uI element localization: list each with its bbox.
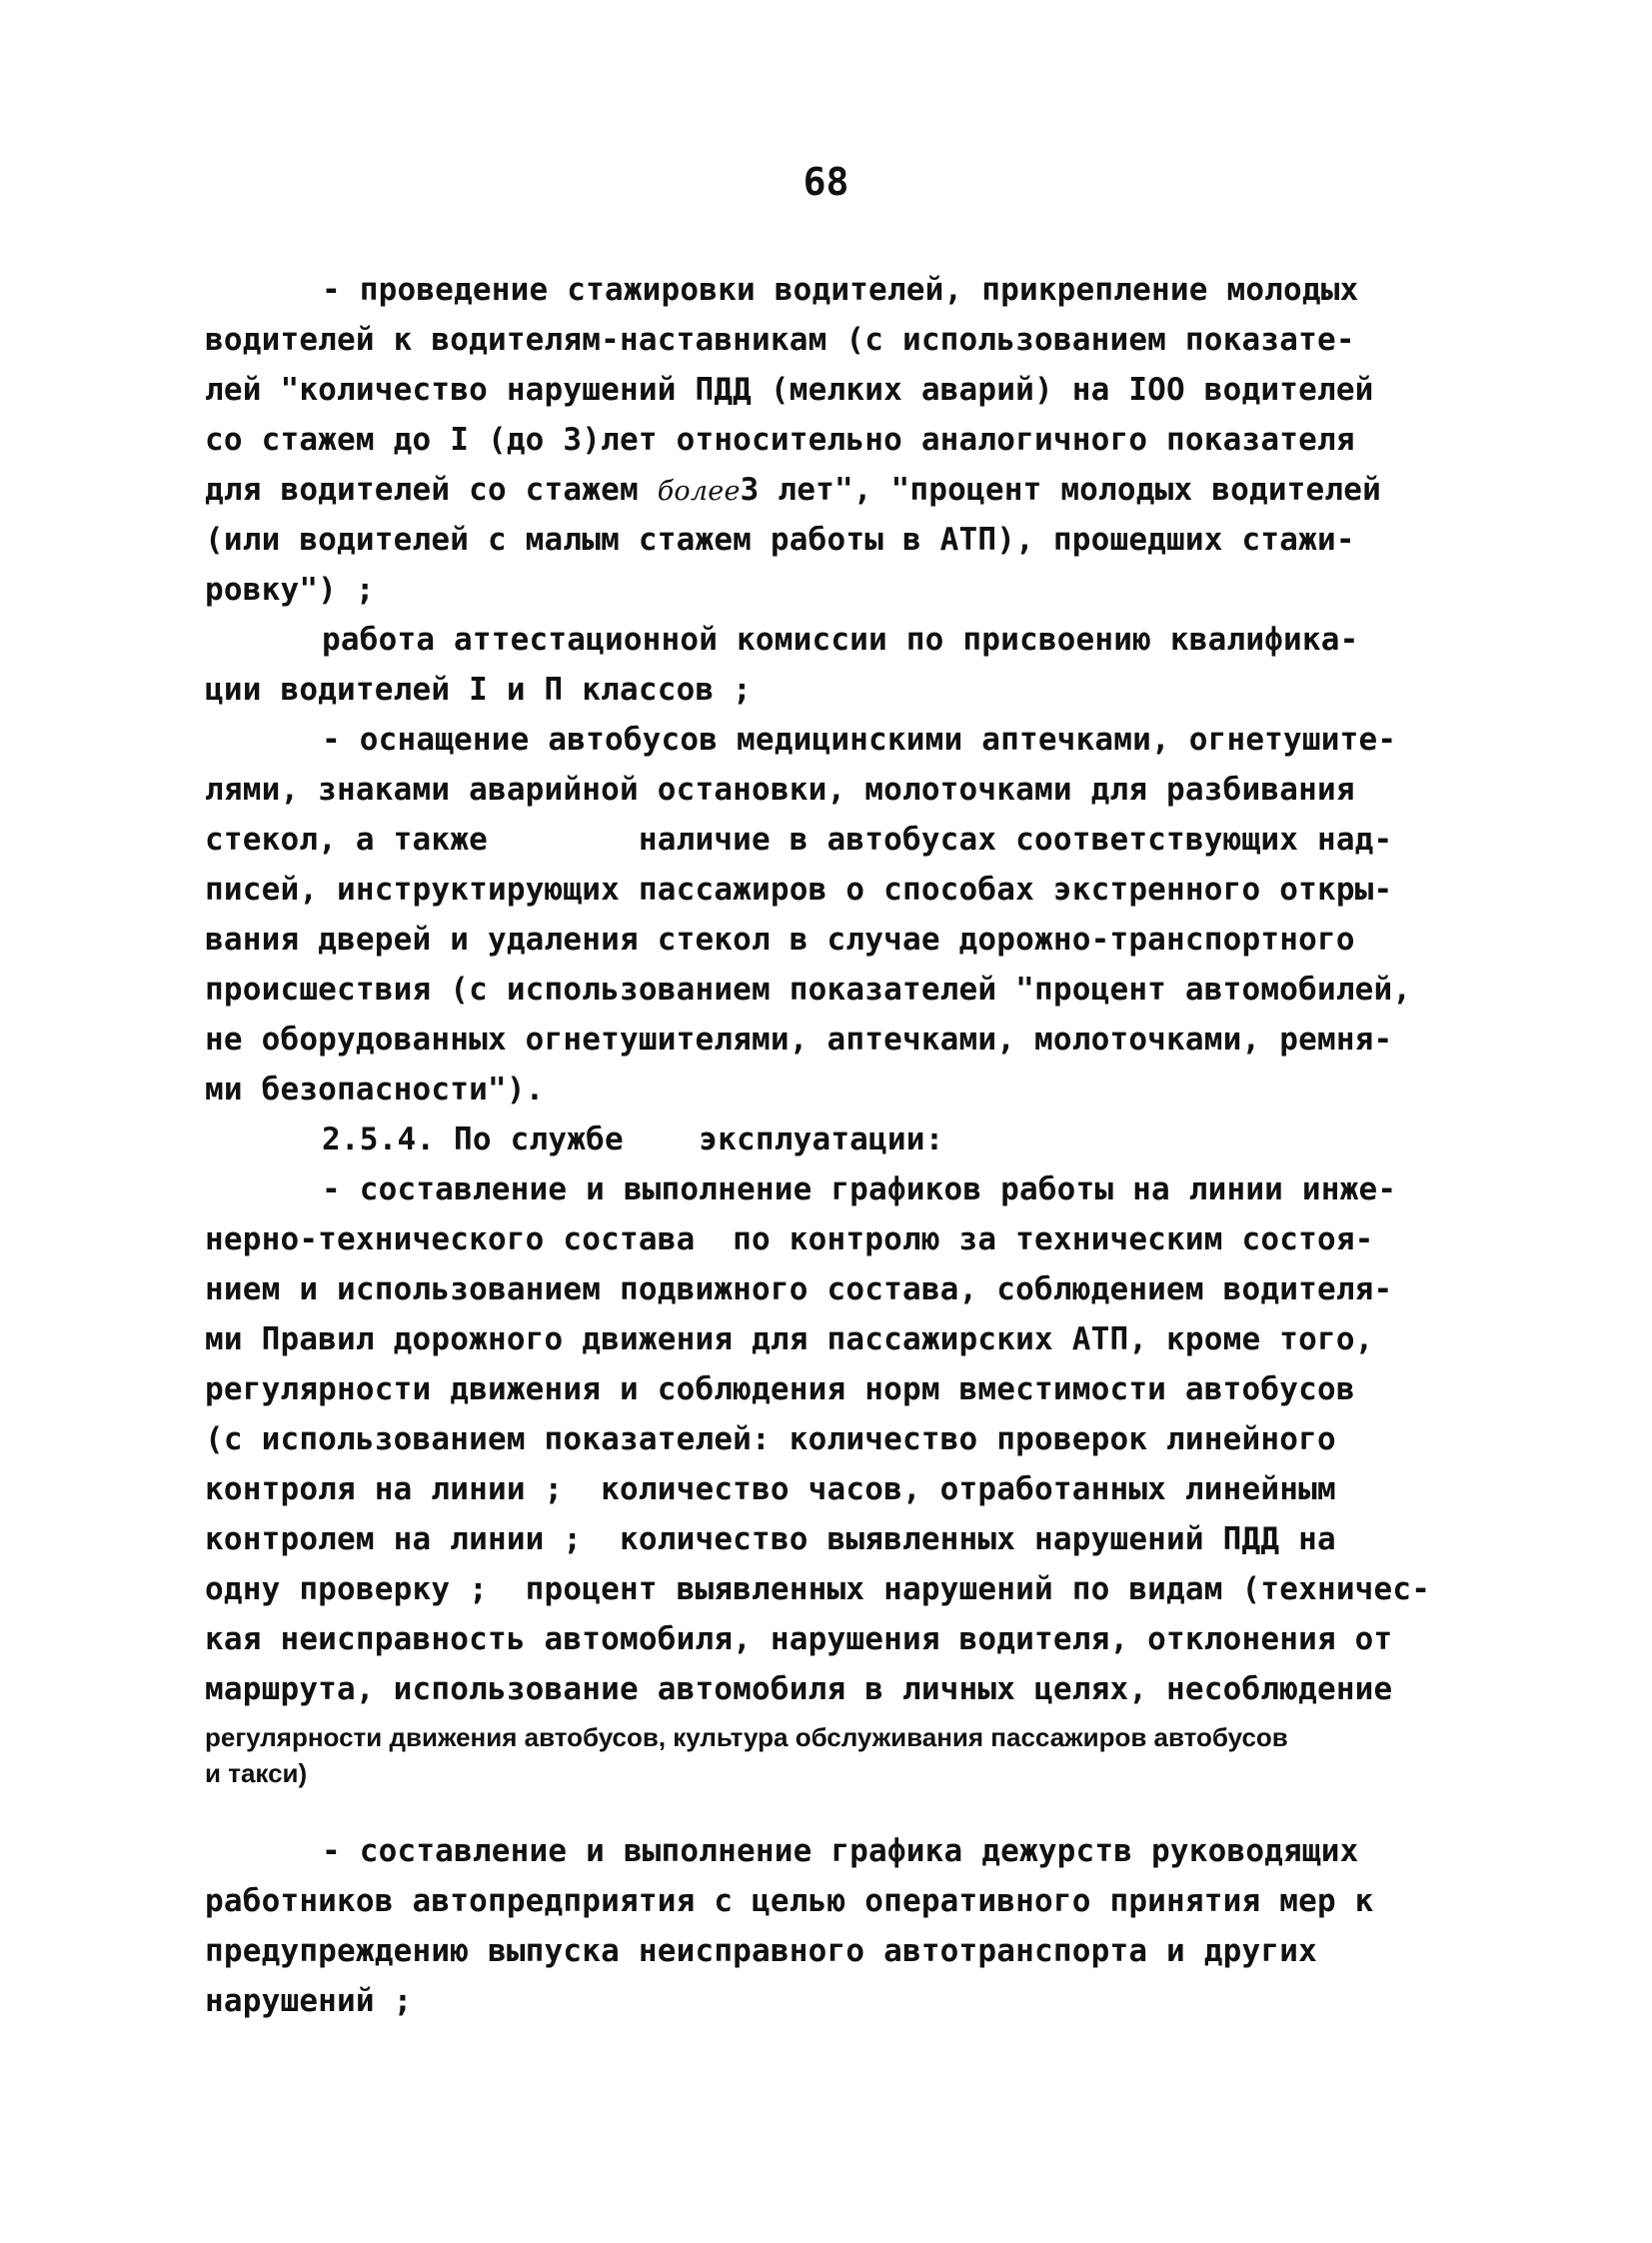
inserted-text-line: и такси) <box>205 1758 308 1788</box>
text-line: контроля на линии ; количество часов, отработанных линейным <box>205 1471 1336 1507</box>
text-line: лей "количество нарушений ПДД (мелких аварий) на IOO водителей <box>205 372 1374 408</box>
text-fragment: 3 лет", "процент молодых водителей <box>740 472 1382 508</box>
text-line: происшествия (с использованием показателей "процент автомобилей, <box>205 972 1412 1008</box>
text-line: маршрута, использование автомобиля в личных целях, несоблюдение <box>205 1671 1393 1707</box>
text-line: нием и использованием подвижного состава, соблюдением водителя- <box>205 1271 1393 1307</box>
text-line: ми безопасности"). <box>205 1072 545 1108</box>
text-fragment: для водителей со стажем <box>205 472 639 508</box>
text-line: кая неисправность автомобиля, нарушения водителя, отклонения от <box>205 1621 1393 1657</box>
text-line-with-handwritten-insert <box>205 468 1381 514</box>
text-line: нарушений ; <box>205 1983 413 2019</box>
page-number: 68 <box>803 160 849 204</box>
text-line: - составление и выполнение графика дежурств руководящих <box>322 1833 1359 1869</box>
inserted-text-line: регулярности движения автобусов, культура обслуживания пассажиров автобусов <box>205 1722 1288 1752</box>
text-line: предупреждению выпуска неисправного автотранспорта и других <box>205 1933 1317 1969</box>
text-line: водителей к водителям-наставникам (с использованием показате- <box>205 322 1355 358</box>
text-line: - проведение стажировки водителей, прикрепление молодых <box>322 272 1359 308</box>
text-line: (с использованием показателей: количество проверок линейного <box>205 1421 1336 1457</box>
text-line: писей, инструктирующих пассажиров о способах экстренного откры- <box>205 872 1393 908</box>
text-line: стекол, а также наличие в автобусах соответствующих над- <box>205 822 1393 858</box>
text-line: - составление и выполнение графиков работы на линии инже- <box>322 1171 1397 1207</box>
text-line: ми Правил дорожного движения для пассажирских АТП, кроме того, <box>205 1321 1374 1357</box>
section-heading: 2.5.4. По службе эксплуатации: <box>322 1122 944 1157</box>
text-line: ции водителей I и П классов ; <box>205 672 753 708</box>
text-line: работа аттестационной комиссии по присвоению квалифика- <box>322 622 1359 658</box>
text-line: одну проверку ; процент выявленных нарушений по видам (техничес- <box>205 1571 1431 1607</box>
text-line: (или водителей с малым стажем работы в АТП), прошедших стажи- <box>205 522 1355 558</box>
text-line: работников автопредприятия с целью оперативного принятия мер к <box>205 1883 1374 1919</box>
text-line: лями, знаками аварийной остановки, молоточками для разбивания <box>205 772 1355 808</box>
text-line: ровку") ; <box>205 572 375 608</box>
text-line: регулярности движения и соблюдения норм вместимости автобусов <box>205 1371 1355 1407</box>
text-line: нерно-технического состава по контролю за техническим состоя- <box>205 1221 1374 1257</box>
handwritten-insert: более <box>657 476 741 507</box>
text-line: не оборудованных огнетушителями, аптечками, молоточками, ремня- <box>205 1022 1393 1058</box>
text-line: вания дверей и удаления стекол в случае дорожно-транспортного <box>205 922 1355 958</box>
text-line: со стажем до I (до 3)лет относительно аналогичного показателя <box>205 422 1355 458</box>
text-line: контролем на линии ; количество выявленных нарушений ПДД на <box>205 1521 1336 1557</box>
text-line: - оснащение автобусов медицинскими аптечками, огнетушите- <box>322 722 1397 758</box>
